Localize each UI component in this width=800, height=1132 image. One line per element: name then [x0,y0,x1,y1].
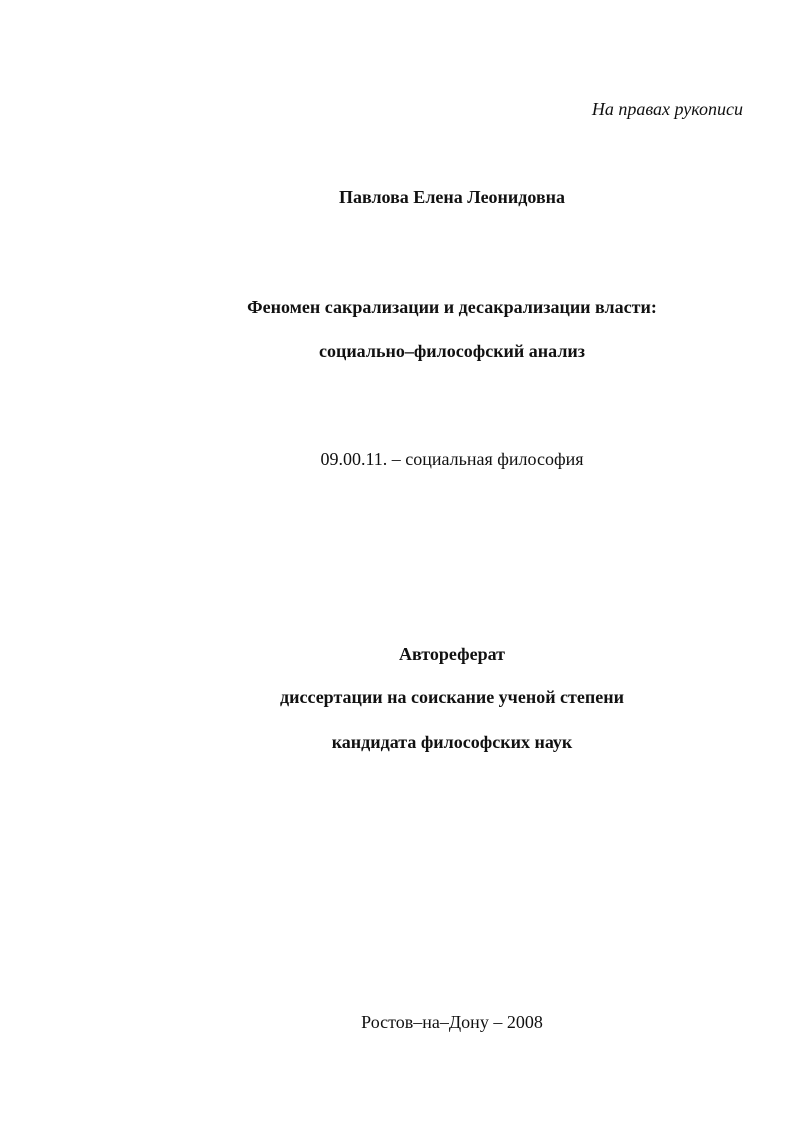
degree-line-1: диссертации на соискание ученой степени [280,687,624,707]
degree-line-2: кандидата философских наук [331,732,573,752]
author-name: Павлова Елена Леонидовна [338,187,566,207]
manuscript-note: На правах рукописи [591,99,743,119]
document-type: Автореферат [399,644,505,664]
place-and-year: Ростов–на–Дону – 2008 [361,1012,543,1032]
dissertation-title-line-1: Феномен сакрализации и десакрализации власти: [247,297,657,317]
dissertation-title-line-2: социально–философский анализ [318,341,586,361]
specialty-code: 09.00.11. – социальная философия [320,449,584,469]
